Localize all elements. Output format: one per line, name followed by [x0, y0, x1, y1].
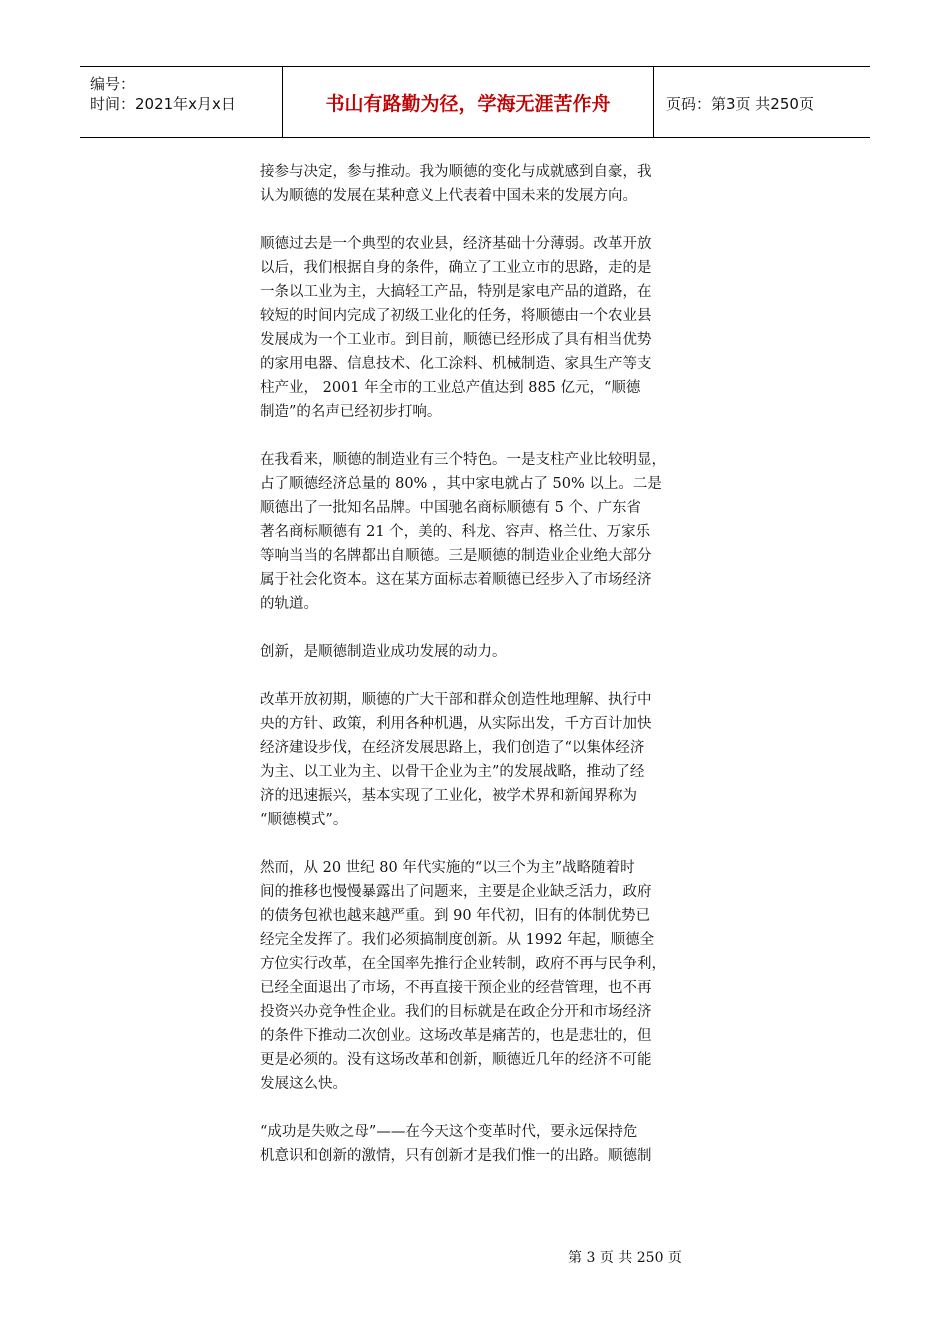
text-line: 更是必须的。没有这场改革和创新，顺德近几年的经济不可能	[260, 1052, 652, 1068]
text-line: 方位实行改革，在全国率先推行企业转制，政府不再与民争利，	[260, 956, 666, 972]
text-line: 创新，是顺德制造业成功发展的动力。	[260, 644, 507, 660]
text-line: 经济建设步伐，在经济发展思路上，我们创造了“以集体经济	[260, 740, 645, 756]
text-line: 顺德出了一批知名品牌。中国驰名商标顺德有 5 个、广东省	[260, 500, 641, 516]
text-line: 机意识和创新的激情，只有创新才是我们惟一的出路。顺德制	[260, 1148, 652, 1164]
paragraph	[260, 232, 692, 424]
text-line: 著名商标顺德有 21 个，美的、科龙、容声、格兰仕、万家乐	[260, 524, 651, 540]
text-line: 柱产业， 2001 年全市的工业总产值达到 885 亿元，“顺德	[260, 380, 641, 396]
text-line: 顺德过去是一个典型的农业县，经济基础十分薄弱。改革开放	[260, 236, 652, 252]
motto-text: 书山有路勤为径，学海无涯苦作舟	[325, 93, 611, 115]
text-line: 间的推移也慢慢暴露出了问题来，主要是企业缺乏活力，政府	[260, 884, 652, 900]
text-line: 在我看来，顺德的制造业有三个特色。一是支柱产业比较明显，	[260, 452, 666, 468]
text-line: 发展成为一个工业市。到目前，顺德已经形成了具有相当优势	[260, 332, 652, 348]
paragraph	[260, 448, 692, 616]
paragraph	[260, 640, 692, 664]
footer-page-number: 第 3 页 共 250 页	[568, 1250, 682, 1266]
text-line: 等响当当的名牌都出自顺德。三是顺德的制造业企业绝大部分	[260, 548, 652, 564]
text-line: “顺德模式”。	[260, 812, 348, 828]
number-label: 编号：	[90, 75, 136, 93]
header-page-cell	[654, 67, 870, 137]
text-line: 的条件下推动二次创业。这场改革是痛苦的，也是悲壮的，但	[260, 1028, 652, 1044]
paragraph	[260, 160, 692, 208]
text-line: 的债务包袱也越来越严重。到 90 年代初，旧有的体制优势已	[260, 908, 651, 924]
text-line: 认为顺德的发展在某种意义上代表着中国未来的发展方向。	[260, 188, 637, 204]
page-header	[80, 66, 870, 138]
text-line: 接参与决定，参与推动。我为顺德的变化与成就感到自豪，我	[260, 164, 652, 180]
header-meta-cell	[80, 67, 283, 137]
header-motto-cell	[283, 67, 654, 137]
text-line: 一条以工业为主，大搞轻工产品，特别是家电产品的道路，在	[260, 284, 652, 300]
text-line: 发展这么快。	[260, 1076, 347, 1092]
text-line: 改革开放初期，顺德的广大干部和群众创造性地理解、执行中	[260, 692, 652, 708]
text-line: 以后，我们根据自身的条件，确立了工业立市的思路，走的是	[260, 260, 652, 276]
paragraph	[260, 1120, 692, 1168]
text-line: 投资兴办竞争性企业。我们的目标就是在政企分开和市场经济	[260, 1004, 652, 1020]
text-line: 较短的时间内完成了初级工业化的任务，将顺德由一个农业县	[260, 308, 652, 324]
text-line: 制造”的名声已经初步打响。	[260, 404, 442, 420]
paragraph	[260, 856, 692, 1096]
time-label: 时间：2021年x月x日	[90, 95, 236, 113]
page-footer	[0, 1247, 950, 1267]
text-line: 的家用电器、信息技术、化工涂料、机械制造、家具生产等支	[260, 356, 652, 372]
text-line: “成功是失败之母”——在今天这个变革时代，要永远保持危	[260, 1124, 638, 1140]
text-line: 济的迅速振兴，基本实现了工业化，被学术界和新闻界称为	[260, 788, 637, 804]
text-line: 已经全面退出了市场，不再直接干预企业的经营管理，也不再	[260, 980, 652, 996]
text-line: 属于社会化资本。这在某方面标志着顺德已经步入了市场经济	[260, 572, 652, 588]
text-line: 然而，从 20 世纪 80 年代实施的“以三个为主”战略随着时	[260, 860, 635, 876]
paragraph	[260, 688, 692, 832]
text-line: 经完全发挥了。我们必须搞制度创新。从 1992 年起，顺德全	[260, 932, 655, 948]
document-body	[260, 160, 692, 1192]
text-line: 为主、以工业为主、以骨干企业为主”的发展战略，推动了经	[260, 764, 645, 780]
text-line: 的轨道。	[260, 596, 318, 612]
text-line: 央的方针、政策，利用各种机遇，从实际出发，千方百计加快	[260, 716, 652, 732]
page-info: 页码：第3页 共250页	[666, 95, 814, 113]
text-line: 占了顺德经济总量的 80% ，其中家电就占了 50% 以上。二是	[260, 476, 662, 492]
